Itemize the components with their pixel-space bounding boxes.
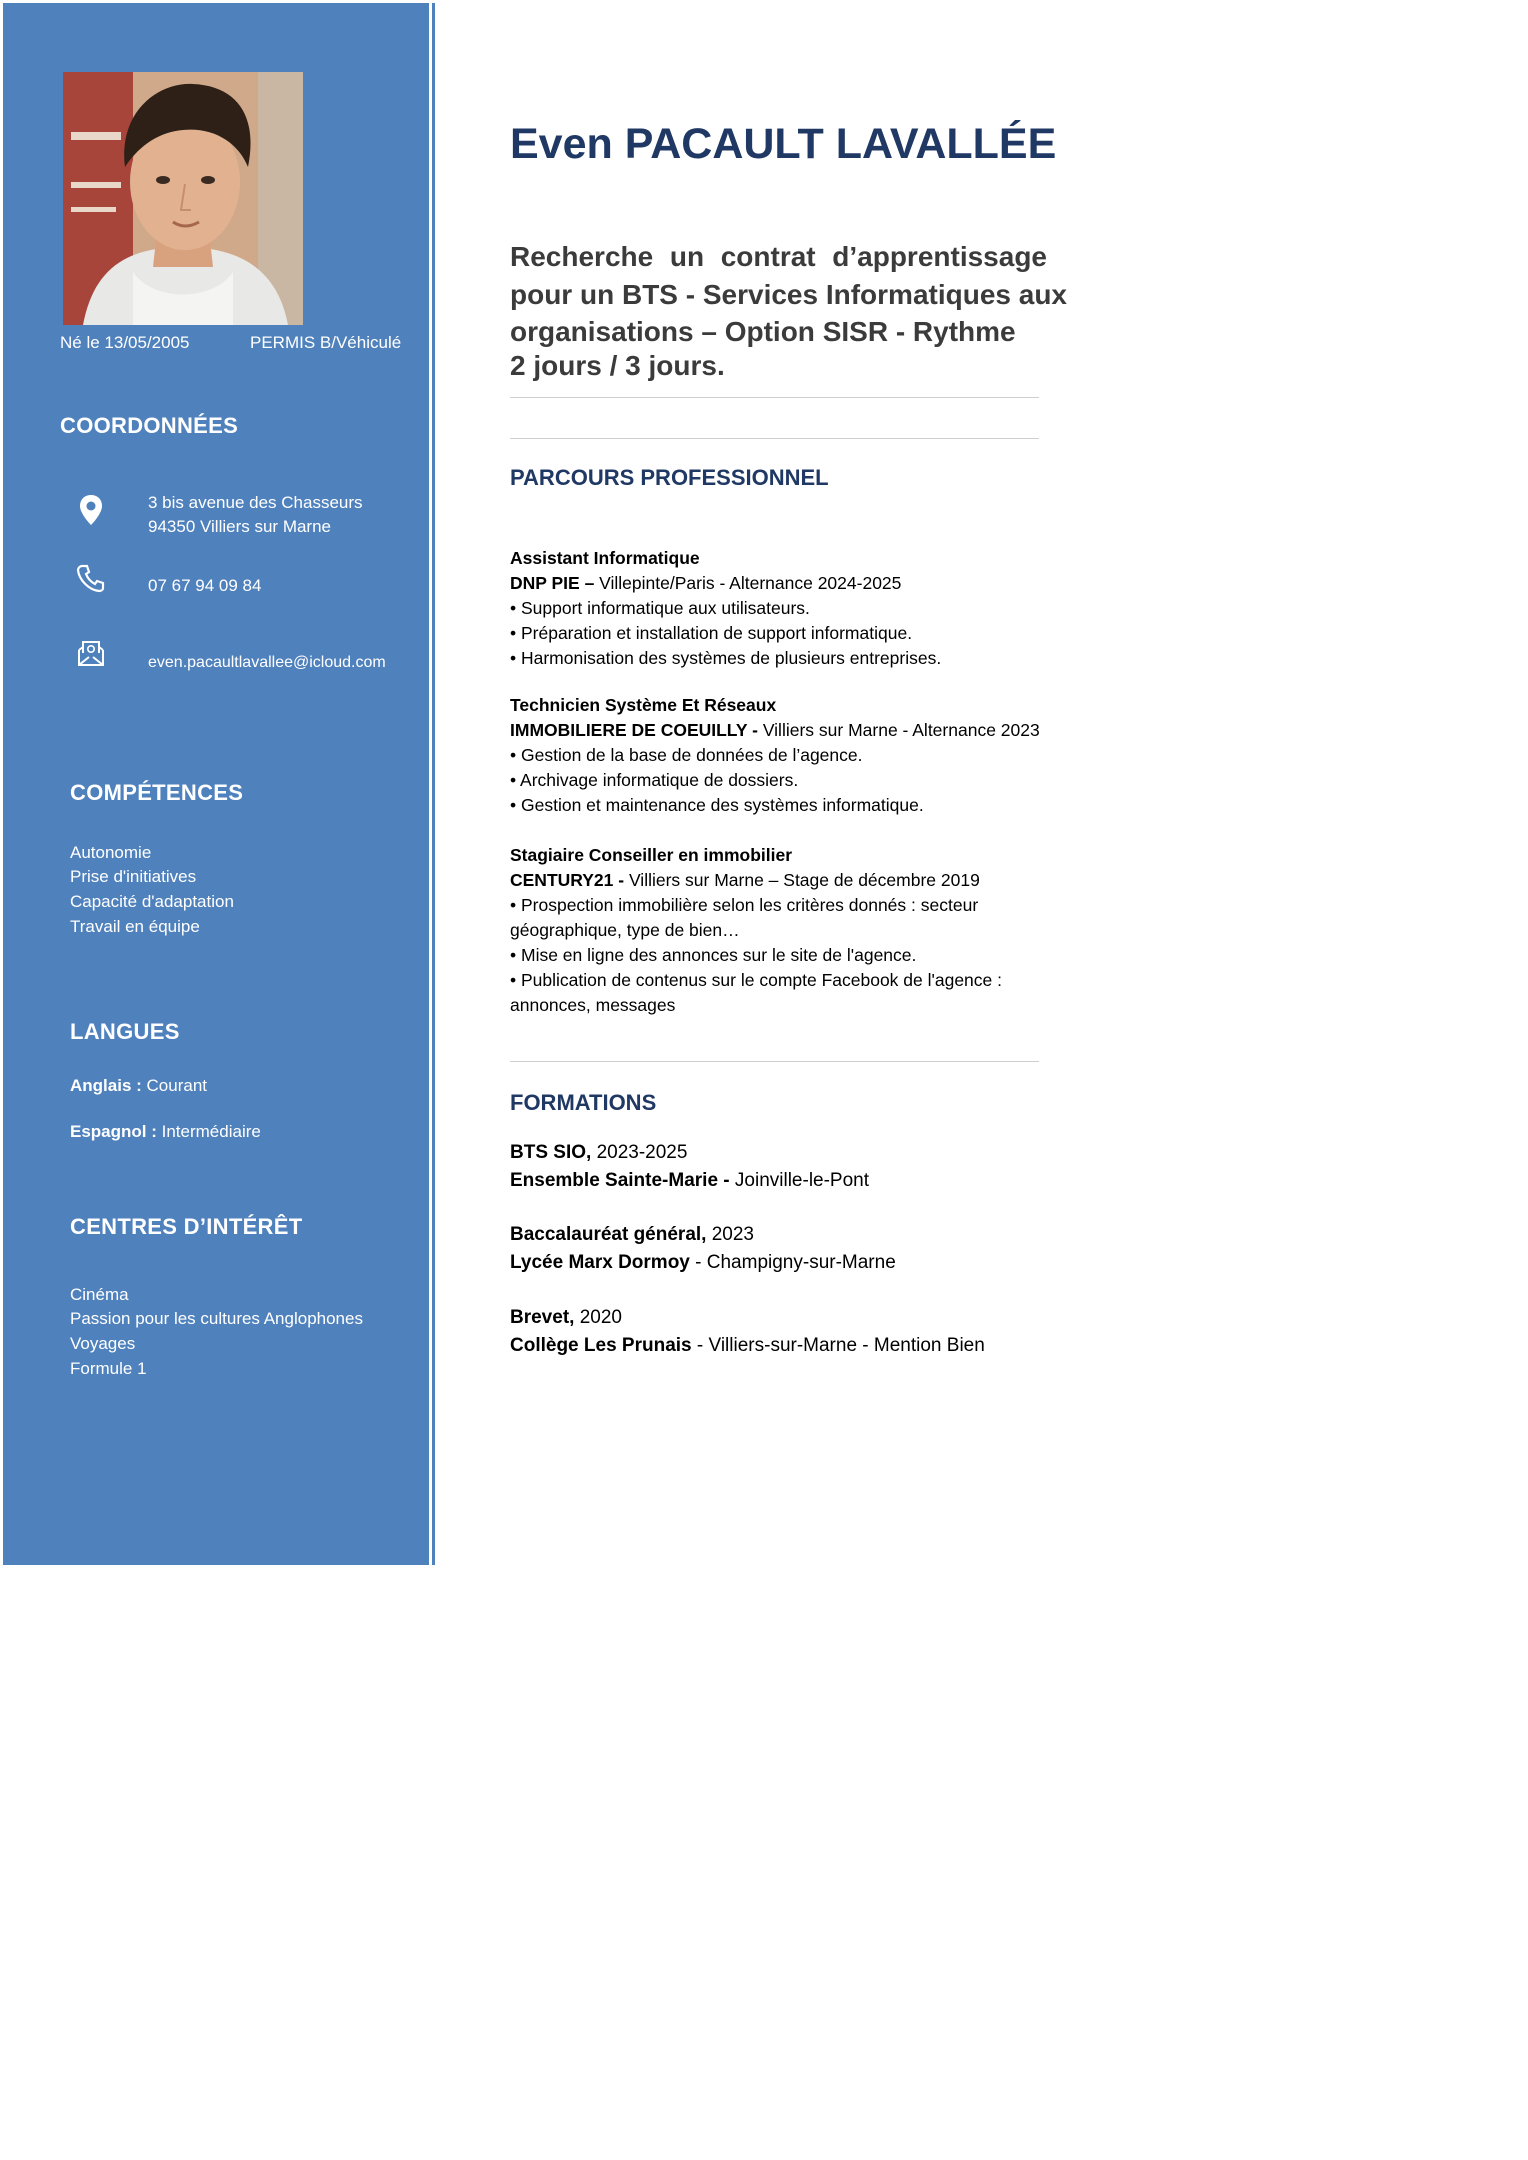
education-year: 2023-2025 bbox=[591, 1142, 688, 1163]
job-details: Villepinte/Paris - Alternance 2024-2025 bbox=[594, 573, 902, 593]
phone-number[interactable]: 07 67 94 09 84 bbox=[148, 576, 262, 595]
education-place: - Villiers-sur-Marne - Mention Bien bbox=[691, 1335, 985, 1356]
education-degree-line bbox=[510, 1221, 754, 1249]
phone-icon bbox=[76, 563, 106, 593]
job-bullet: • Gestion de la base de données de l’agence. bbox=[510, 745, 863, 765]
education-school: Ensemble Sainte-Marie - bbox=[510, 1170, 730, 1191]
email-address[interactable]: even.pacaultlavallee@icloud.com bbox=[148, 654, 386, 671]
job-bullet: • Support informatique aux utilisateurs. bbox=[510, 598, 810, 618]
job-company: IMMOBILIERE DE COEUILLY - bbox=[510, 720, 758, 740]
objective-statement bbox=[510, 238, 1068, 382]
email-icon bbox=[76, 638, 106, 668]
interests-heading: CENTRES D’INTÉRÊT bbox=[70, 1214, 303, 1239]
birth-date: Né le 13/05/2005 bbox=[60, 333, 190, 352]
objective-line: 2 jours / 3 jours. bbox=[510, 350, 725, 381]
education-degree-line bbox=[510, 1304, 622, 1332]
job-details: Villiers sur Marne - Alternance 2023 bbox=[757, 720, 1040, 740]
candidate-name: Even PACAULT LAVALLÉE bbox=[510, 120, 1057, 168]
languages-heading: LANGUES bbox=[70, 1019, 180, 1044]
education-degree: BTS SIO, bbox=[510, 1142, 592, 1163]
profile-photo bbox=[63, 72, 303, 325]
job-details: Villiers sur Marne – Stage de décembre 2019 bbox=[624, 870, 980, 890]
divider bbox=[510, 438, 1039, 439]
objective-line: Recherche un contrat d’apprentissage bbox=[510, 241, 1047, 272]
education-degree: Baccalauréat général, bbox=[510, 1224, 707, 1245]
interest-item: Passion pour les cultures Anglophones bbox=[70, 1309, 363, 1328]
experience-heading: PARCOURS PROFESSIONNEL bbox=[510, 465, 829, 490]
education-school-line bbox=[510, 1332, 985, 1360]
location-pin-icon bbox=[76, 493, 106, 523]
job-bullet: • Archivage informatique de dossiers. bbox=[510, 770, 799, 790]
interest-item: Voyages bbox=[70, 1334, 136, 1353]
skill-item: Prise d'initiatives bbox=[70, 867, 197, 886]
education-school-line bbox=[510, 1249, 896, 1277]
address-line1: 3 bis avenue des Chasseurs bbox=[148, 493, 363, 512]
job-bullet: • Gestion et maintenance des systèmes informatique. bbox=[510, 795, 924, 815]
education-place: Joinville-le-Pont bbox=[729, 1170, 870, 1191]
divider bbox=[510, 1061, 1039, 1062]
objective-line: pour un BTS - Services Informatiques aux bbox=[510, 279, 1068, 310]
job-bullet: • Harmonisation des systèmes de plusieurs entreprises. bbox=[510, 648, 942, 668]
language-level: Courant bbox=[141, 1076, 207, 1095]
interest-item: Formule 1 bbox=[70, 1359, 147, 1378]
language-level: Intermédiaire bbox=[156, 1122, 261, 1141]
job-bullet: annonces, messages bbox=[510, 995, 676, 1015]
job-bullet: géographique, type de bien… bbox=[510, 920, 740, 940]
interest-item: Cinéma bbox=[70, 1285, 129, 1304]
driving-license: PERMIS B/Véhiculé bbox=[250, 333, 402, 352]
contact-heading: COORDONNÉES bbox=[60, 413, 239, 438]
objective-line: organisations – Option SISR - Rythme bbox=[510, 316, 1016, 347]
education-degree: Brevet, bbox=[510, 1307, 575, 1328]
education-school: Collège Les Prunais bbox=[510, 1335, 692, 1356]
job-company-line bbox=[510, 571, 901, 596]
job-company: DNP PIE – bbox=[510, 573, 595, 593]
skill-item: Autonomie bbox=[70, 843, 152, 862]
skill-item: Capacité d'adaptation bbox=[70, 892, 234, 911]
divider bbox=[510, 397, 1039, 398]
education-school: Lycée Marx Dormoy bbox=[510, 1252, 690, 1273]
job-bullet: • Prospection immobilière selon les critères donnés : secteur bbox=[510, 895, 979, 915]
language-item bbox=[70, 1074, 207, 1099]
language-item bbox=[70, 1120, 261, 1145]
skill-item: Travail en équipe bbox=[70, 917, 200, 936]
job-bullet: • Préparation et installation de support informatique. bbox=[510, 623, 913, 643]
language-name: Anglais : bbox=[70, 1076, 142, 1095]
education-year: 2020 bbox=[574, 1307, 622, 1328]
education-school-line bbox=[510, 1167, 869, 1195]
job-title: Assistant Informatique bbox=[510, 548, 700, 568]
job-title: Technicien Système Et Réseaux bbox=[510, 695, 777, 715]
education-place: - Champigny-sur-Marne bbox=[689, 1252, 896, 1273]
language-name: Espagnol : bbox=[70, 1122, 157, 1141]
education-heading: FORMATIONS bbox=[510, 1090, 657, 1115]
skills-heading: COMPÉTENCES bbox=[70, 780, 244, 805]
education-degree-line bbox=[510, 1139, 687, 1167]
job-company-line bbox=[510, 718, 1040, 743]
job-company-line bbox=[510, 868, 980, 893]
address-line2: 94350 Villiers sur Marne bbox=[148, 517, 331, 536]
job-bullet: • Publication de contenus sur le compte Facebook de l'agence : bbox=[510, 970, 1002, 990]
sidebar-divider bbox=[432, 3, 435, 1565]
job-bullet: • Mise en ligne des annonces sur le site de l'agence. bbox=[510, 945, 917, 965]
education-year: 2023 bbox=[706, 1224, 754, 1245]
job-company: CENTURY21 - bbox=[510, 870, 625, 890]
job-title: Stagiaire Conseiller en immobilier bbox=[510, 845, 793, 865]
